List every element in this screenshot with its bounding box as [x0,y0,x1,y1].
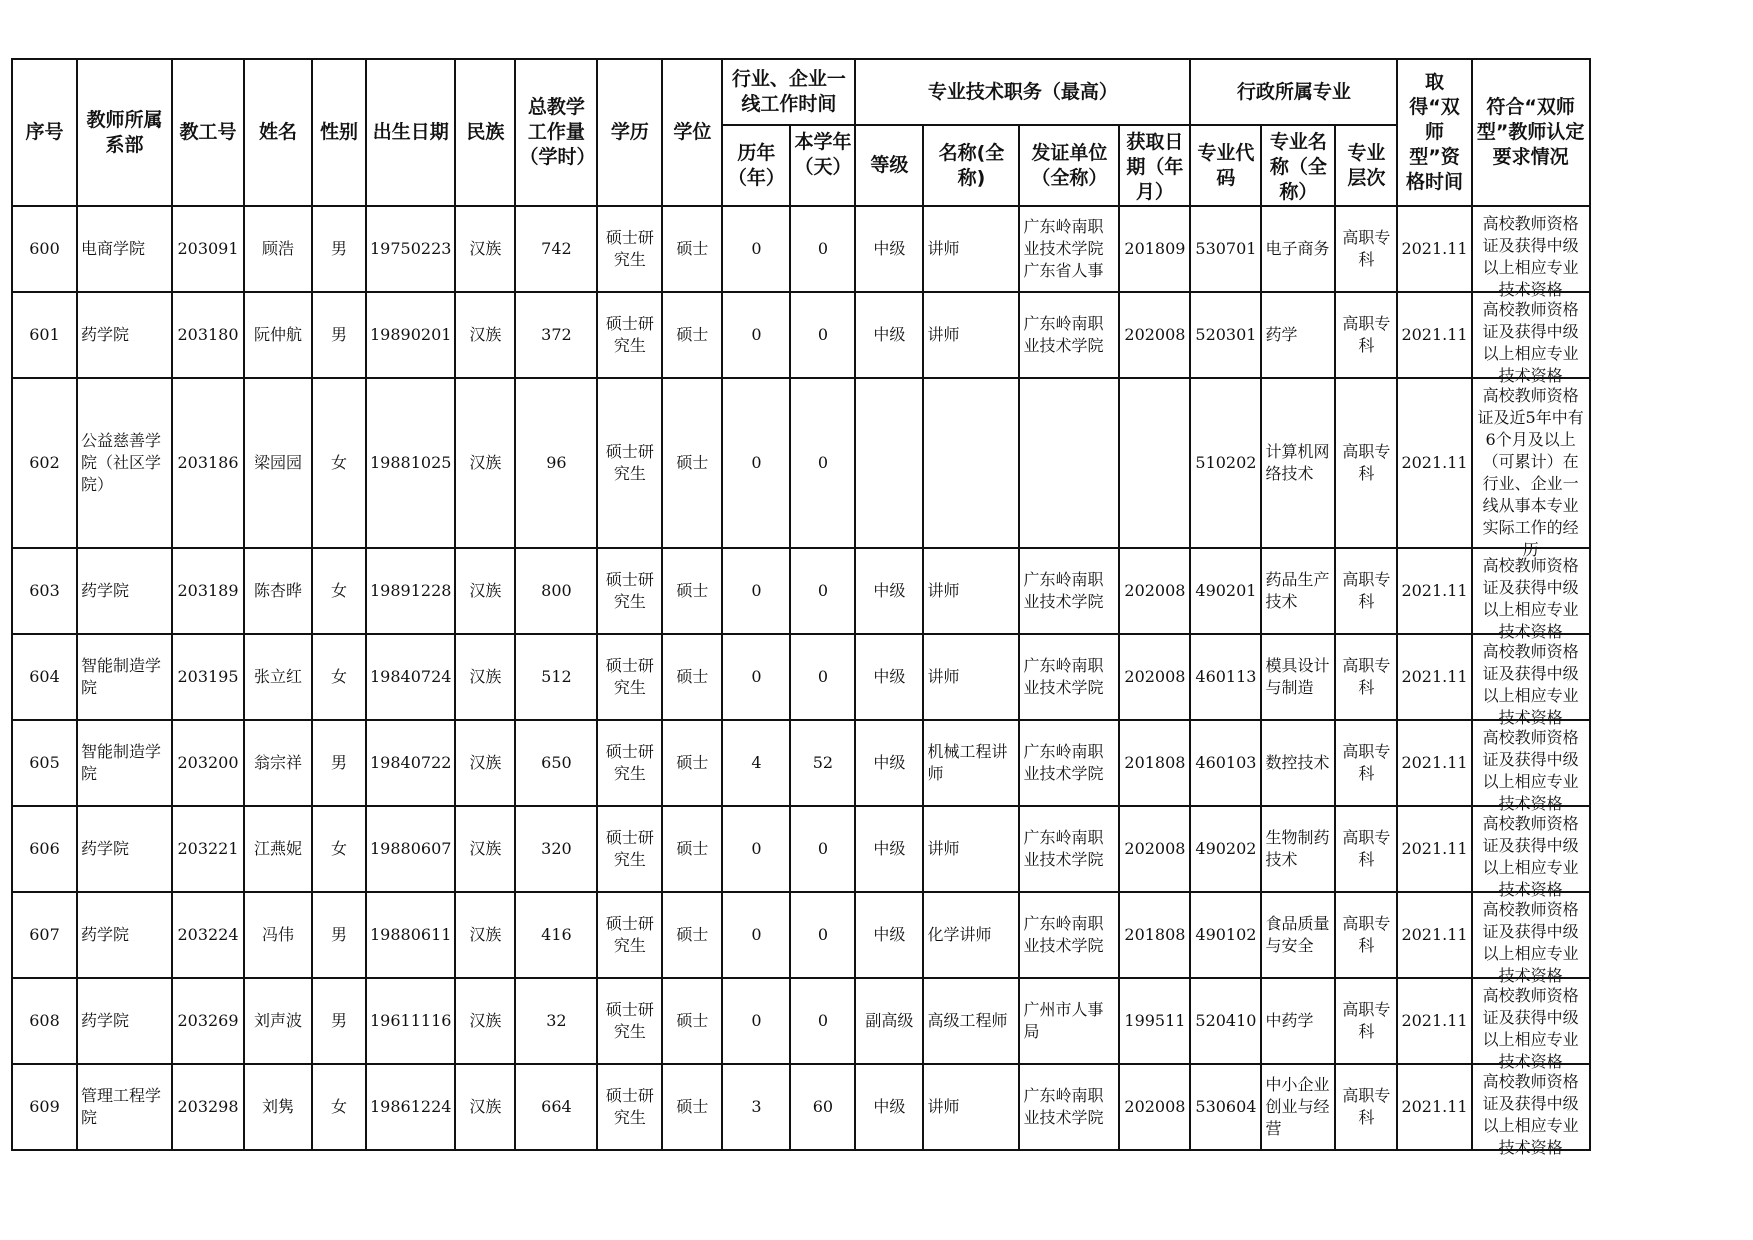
header-seq: 序号 [12,59,77,206]
cell-workload: 96 [515,378,597,548]
cell-gender: 女 [312,806,366,892]
cell-ethnicity: 汉族 [455,720,515,806]
cell-requirement [1472,378,1590,559]
cell-requirement [1472,978,1590,1071]
cell-industry-years: 0 [722,378,790,548]
cell-dept: 电商学院 [77,206,172,292]
cell-name: 张立红 [244,634,312,720]
cell-seq: 609 [12,1064,77,1150]
cell-name: 刘声波 [244,978,312,1064]
table-row [12,1064,1590,1150]
cell-gender: 女 [312,548,366,634]
cell-major-name: 药品生产技术 [1261,548,1335,634]
cell-seq: 603 [12,548,77,634]
cell-degree: 硕士 [662,292,722,378]
cell-dual-date: 2021.11 [1397,292,1471,378]
cell-birth: 19891228 [366,548,455,634]
header-major-group: 行政所属专业 [1190,59,1397,125]
cell-degree: 硕士 [662,806,722,892]
cell-title-date: 201809 [1119,206,1190,292]
cell-title-issuer: 广东岭南职业技术学院 [1019,720,1119,806]
teacher-qualification-sheet [11,58,1591,1157]
cell-workload: 320 [515,806,597,892]
header-title-group: 专业技术职务（最高） [855,59,1190,125]
cell-education: 硕士研究生 [597,548,662,634]
cell-dual-date: 2021.11 [1397,378,1471,548]
cell-name: 刘隽 [244,1064,312,1150]
cell-ethnicity: 汉族 [455,548,515,634]
cell-workload: 32 [515,978,597,1064]
cell-major-name: 电子商务 [1261,206,1335,292]
cell-education: 硕士研究生 [597,978,662,1064]
cell-birth: 19881025 [366,378,455,548]
cell-industry-years: 0 [722,806,790,892]
table-row [12,548,1590,634]
cell-degree: 硕士 [662,548,722,634]
cell-staff-id: 203221 [172,806,244,892]
cell-gender: 男 [312,892,366,978]
cell-title-name: 讲师 [923,1064,1019,1150]
cell-major-level: 高职专科 [1335,978,1397,1064]
cell-major-code: 490102 [1190,892,1261,978]
cell-seq: 606 [12,806,77,892]
cell-title-name: 高级工程师 [923,978,1019,1064]
cell-industry-years: 0 [722,634,790,720]
cell-title-date: 202008 [1119,548,1190,634]
requirement-text: 高校教师资格证及获得中级以上相应专业技术资格 [1482,1072,1579,1157]
table-row [12,378,1590,548]
cell-title-name: 讲师 [923,206,1019,292]
header-dual-date: 取得“双师型”资格时间 [1397,59,1471,206]
cell-title-date: 202008 [1119,634,1190,720]
cell-ethnicity: 汉族 [455,206,515,292]
cell-workload: 650 [515,720,597,806]
cell-dual-date: 2021.11 [1397,1064,1471,1150]
cell-major-name: 数控技术 [1261,720,1335,806]
cell-education: 硕士研究生 [597,378,662,548]
cell-name: 翁宗祥 [244,720,312,806]
header-title-level: 等级 [855,125,923,206]
cell-major-name: 食品质量与安全 [1261,892,1335,978]
cell-title-level: 中级 [855,1064,923,1150]
cell-dual-date: 2021.11 [1397,806,1471,892]
cell-workload: 664 [515,1064,597,1150]
cell-workload: 742 [515,206,597,292]
cell-title-level: 中级 [855,892,923,978]
cell-title-date: 199511 [1119,978,1190,1064]
cell-title-level: 中级 [855,206,923,292]
cell-requirement [1472,1064,1590,1157]
cell-workload: 512 [515,634,597,720]
table-row [12,206,1590,292]
cell-industry-days: 0 [790,292,855,378]
cell-ethnicity: 汉族 [455,378,515,548]
cell-staff-id: 203224 [172,892,244,978]
cell-birth: 19611116 [366,978,455,1064]
cell-name: 冯伟 [244,892,312,978]
cell-birth: 19890201 [366,292,455,378]
cell-requirement [1472,892,1590,985]
cell-staff-id: 203200 [172,720,244,806]
cell-title-date: 201808 [1119,720,1190,806]
requirement-text: 高校教师资格证及获得中级以上相应专业技术资格 [1482,900,1579,985]
cell-major-name: 中小企业创业与经营 [1261,1064,1335,1150]
cell-name: 江燕妮 [244,806,312,892]
cell-industry-days: 0 [790,206,855,292]
cell-major-level: 高职专科 [1335,292,1397,378]
cell-seq: 602 [12,378,77,548]
cell-major-code: 520410 [1190,978,1261,1064]
cell-seq: 604 [12,634,77,720]
requirement-text: 高校教师资格证及获得中级以上相应专业技术资格 [1482,214,1579,299]
cell-major-code: 490202 [1190,806,1261,892]
cell-title-name: 机械工程讲师 [923,720,1019,806]
header-industry-years: 历年（年） [722,125,790,206]
requirement-text: 高校教师资格证及获得中级以上相应专业技术资格 [1482,728,1579,813]
cell-gender: 男 [312,978,366,1064]
cell-education: 硕士研究生 [597,634,662,720]
cell-workload: 372 [515,292,597,378]
requirement-text: 高校教师资格证及获得中级以上相应专业技术资格 [1482,642,1579,727]
header-industry-days: 本学年（天） [790,125,855,206]
cell-staff-id: 203180 [172,292,244,378]
cell-workload: 416 [515,892,597,978]
header-title-name: 名称(全称) [923,125,1019,206]
cell-industry-days: 0 [790,378,855,548]
cell-title-name: 化学讲师 [923,892,1019,978]
cell-staff-id: 203298 [172,1064,244,1150]
cell-name: 陈杏晔 [244,548,312,634]
cell-title-issuer: 广州市人事局 [1019,978,1119,1064]
cell-major-level: 高职专科 [1335,378,1397,548]
cell-major-level: 高职专科 [1335,206,1397,292]
cell-birth: 19840724 [366,634,455,720]
requirement-text: 高校教师资格证及获得中级以上相应专业技术资格 [1482,556,1579,641]
cell-major-code: 530604 [1190,1064,1261,1150]
cell-major-level: 高职专科 [1335,892,1397,978]
cell-title-name: 讲师 [923,548,1019,634]
cell-industry-years: 0 [722,292,790,378]
cell-name: 梁园园 [244,378,312,548]
cell-education: 硕士研究生 [597,1064,662,1150]
cell-major-level: 高职专科 [1335,548,1397,634]
cell-dept: 药学院 [77,292,172,378]
cell-requirement [1472,206,1590,299]
cell-dual-date: 2021.11 [1397,892,1471,978]
table-row [12,720,1590,806]
header-staff-id: 教工号 [172,59,244,206]
header-industry-group: 行业、企业一线工作时间 [722,59,855,125]
cell-dept: 智能制造学院 [77,720,172,806]
table-row [12,292,1590,378]
cell-requirement [1472,634,1590,727]
cell-degree: 硕士 [662,720,722,806]
cell-workload: 800 [515,548,597,634]
cell-dual-date: 2021.11 [1397,206,1471,292]
cell-title-level: 中级 [855,806,923,892]
cell-major-name: 模具设计与制造 [1261,634,1335,720]
cell-major-name: 中药学 [1261,978,1335,1064]
header-title-date: 获取日期（年月） [1119,125,1190,206]
requirement-text: 高校教师资格证及获得中级以上相应专业技术资格 [1482,814,1579,899]
cell-title-name: 讲师 [923,292,1019,378]
table-row [12,806,1590,892]
header-workload: 总教学工作量（学时） [515,59,597,206]
cell-requirement [1472,806,1590,899]
cell-title-issuer: 广东岭南职业技术学院 [1019,892,1119,978]
cell-industry-days: 0 [790,634,855,720]
cell-major-level: 高职专科 [1335,1064,1397,1150]
cell-dept: 药学院 [77,806,172,892]
cell-dept: 药学院 [77,978,172,1064]
cell-title-name [923,378,1019,548]
cell-name: 阮仲航 [244,292,312,378]
cell-industry-days: 0 [790,892,855,978]
cell-staff-id: 203189 [172,548,244,634]
cell-name: 顾浩 [244,206,312,292]
cell-industry-years: 0 [722,206,790,292]
cell-ethnicity: 汉族 [455,978,515,1064]
cell-major-code: 460103 [1190,720,1261,806]
cell-birth: 19750223 [366,206,455,292]
cell-title-date: 201808 [1119,892,1190,978]
cell-title-name: 讲师 [923,806,1019,892]
header-name: 姓名 [244,59,312,206]
cell-title-issuer: 广东岭南职业技术学院 [1019,806,1119,892]
table-row [12,634,1590,720]
cell-title-issuer: 广东岭南职业技术学院 [1019,292,1119,378]
cell-staff-id: 203195 [172,634,244,720]
cell-title-date [1119,378,1190,548]
header-major-level: 专业层次 [1335,125,1397,206]
cell-title-level: 中级 [855,634,923,720]
cell-dual-date: 2021.11 [1397,634,1471,720]
cell-ethnicity: 汉族 [455,892,515,978]
cell-degree: 硕士 [662,378,722,548]
cell-industry-years: 4 [722,720,790,806]
cell-ethnicity: 汉族 [455,292,515,378]
cell-industry-days: 52 [790,720,855,806]
cell-gender: 男 [312,292,366,378]
cell-dept: 药学院 [77,548,172,634]
cell-industry-days: 0 [790,806,855,892]
cell-seq: 607 [12,892,77,978]
cell-dept: 管理工程学院 [77,1064,172,1150]
table-row [12,892,1590,978]
cell-requirement [1472,292,1590,385]
cell-staff-id: 203186 [172,378,244,548]
header-ethnicity: 民族 [455,59,515,206]
cell-seq: 605 [12,720,77,806]
header-dept: 教师所属系部 [77,59,172,206]
cell-major-code: 530701 [1190,206,1261,292]
cell-title-issuer: 广东岭南职业技术学院 [1019,1064,1119,1150]
cell-dept: 药学院 [77,892,172,978]
cell-title-issuer [1019,378,1119,548]
cell-degree: 硕士 [662,634,722,720]
cell-major-code: 510202 [1190,378,1261,548]
cell-title-date: 202008 [1119,292,1190,378]
cell-gender: 女 [312,1064,366,1150]
cell-degree: 硕士 [662,206,722,292]
cell-major-level: 高职专科 [1335,634,1397,720]
cell-title-level [855,378,923,548]
cell-gender: 女 [312,378,366,548]
cell-gender: 男 [312,720,366,806]
cell-birth: 19840722 [366,720,455,806]
cell-industry-years: 0 [722,548,790,634]
dual-qualified-teacher-table [11,58,1591,1157]
cell-major-name: 药学 [1261,292,1335,378]
cell-industry-days: 60 [790,1064,855,1150]
cell-requirement [1472,548,1590,641]
cell-title-date: 202008 [1119,1064,1190,1150]
requirement-text: 高校教师资格证及近5年中有6个月及以上（可累计）在行业、企业一线从事本专业实际工作的经历 [1477,386,1584,559]
cell-major-level: 高职专科 [1335,806,1397,892]
cell-industry-years: 0 [722,978,790,1064]
cell-dual-date: 2021.11 [1397,548,1471,634]
cell-industry-years: 0 [722,892,790,978]
cell-title-issuer: 广东岭南职业技术学院广东省人事 [1019,206,1119,292]
cell-degree: 硕士 [662,1064,722,1150]
cell-major-name: 计算机网络技术 [1261,378,1335,548]
cell-ethnicity: 汉族 [455,806,515,892]
cell-industry-days: 0 [790,548,855,634]
cell-industry-years: 3 [722,1064,790,1150]
cell-education: 硕士研究生 [597,720,662,806]
cell-title-level: 中级 [855,292,923,378]
header-major-name: 专业名称（全称） [1261,125,1335,206]
header-title-issuer: 发证单位（全称） [1019,125,1119,206]
table-row [12,978,1590,1064]
cell-dual-date: 2021.11 [1397,720,1471,806]
cell-seq: 600 [12,206,77,292]
cell-birth: 19861224 [366,1064,455,1150]
table-header [12,59,1590,206]
cell-staff-id: 203091 [172,206,244,292]
cell-dept: 公益慈善学院（社区学院） [77,378,172,548]
cell-birth: 19880611 [366,892,455,978]
requirement-text: 高校教师资格证及获得中级以上相应专业技术资格 [1482,986,1579,1071]
cell-degree: 硕士 [662,892,722,978]
cell-degree: 硕士 [662,978,722,1064]
cell-title-date: 202008 [1119,806,1190,892]
requirement-text: 高校教师资格证及获得中级以上相应专业技术资格 [1482,300,1579,385]
cell-gender: 女 [312,634,366,720]
cell-major-code: 460113 [1190,634,1261,720]
cell-dual-date: 2021.11 [1397,978,1471,1064]
header-birth: 出生日期 [366,59,455,206]
cell-title-level: 中级 [855,548,923,634]
cell-staff-id: 203269 [172,978,244,1064]
cell-education: 硕士研究生 [597,892,662,978]
cell-dept: 智能制造学院 [77,634,172,720]
cell-title-name: 讲师 [923,634,1019,720]
cell-major-level: 高职专科 [1335,720,1397,806]
cell-seq: 608 [12,978,77,1064]
cell-major-code: 490201 [1190,548,1261,634]
cell-industry-days: 0 [790,978,855,1064]
header-major-code: 专业代码 [1190,125,1261,206]
cell-birth: 19880607 [366,806,455,892]
header-degree: 学位 [662,59,722,206]
cell-requirement [1472,720,1590,813]
cell-major-name: 生物制药技术 [1261,806,1335,892]
cell-major-code: 520301 [1190,292,1261,378]
header-education: 学历 [597,59,662,206]
cell-title-issuer: 广东岭南职业技术学院 [1019,548,1119,634]
table-body [12,206,1590,1157]
cell-education: 硕士研究生 [597,292,662,378]
cell-title-level: 中级 [855,720,923,806]
cell-seq: 601 [12,292,77,378]
cell-gender: 男 [312,206,366,292]
header-requirement: 符合“双师型”教师认定要求情况 [1472,59,1590,206]
cell-ethnicity: 汉族 [455,1064,515,1150]
cell-title-level: 副高级 [855,978,923,1064]
cell-ethnicity: 汉族 [455,634,515,720]
cell-education: 硕士研究生 [597,806,662,892]
header-gender: 性别 [312,59,366,206]
cell-title-issuer: 广东岭南职业技术学院 [1019,634,1119,720]
cell-education: 硕士研究生 [597,206,662,292]
